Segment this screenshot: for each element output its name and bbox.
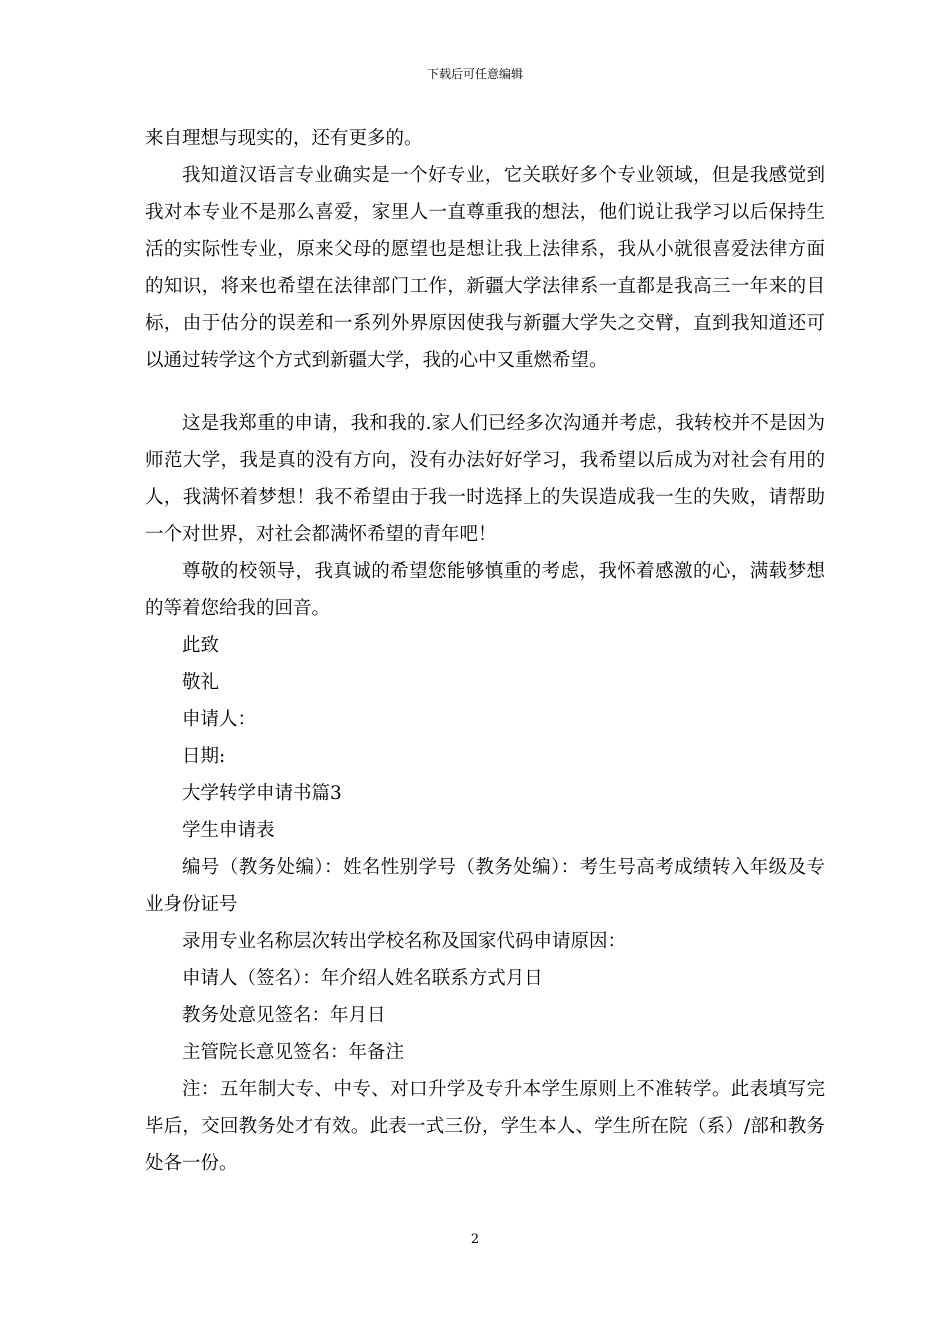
paragraph-continuation: 来自理想与现实的，还有更多的。 [145,128,423,149]
salutation-cizhi: 此致 [182,635,220,656]
form-title: 学生申请表 [182,820,275,841]
form-dean-line: 主管院长意见签名：年备注 [182,1042,405,1063]
form-note: 注：五年制大专、中专、对口升学及专升本学生原则上不准转学。此表填写完毕后，交回教务处才有效。此表一式三份，学生本人、学生所在院（系）/部和教务处各一份。 [145,1079,825,1174]
form-signature-line: 申请人（签名）：年介绍人姓名联系方式月日 [182,968,543,989]
section-heading: 大学转学申请书篇3 [182,783,342,804]
page-number: 2 [470,1232,480,1247]
paragraph-major-reason: 我知道汉语言专业确实是一个好专业，它关联好多个专业领域，但是我感觉到我对本专业不是那么喜爱，家里人一直尊重我的想法，他们说让我学习以后保持生活的实际性专业，原来父母的愿望也是想让我上法律系，我从小就很喜爱法律方面的知识，将来也希望在法律部门工作，新疆大学法律系一直都是我高三一年来的目标，由于估分的误差和一系列外界原因使我与新疆大学失之交臂，直到我知道还可以通过转学这个方式到新疆大学，我的心中又重燃希望。 [145,165,825,371]
form-academic-affairs-line: 教务处意见签名：年月日 [182,1005,386,1026]
paragraph-serious-request: 这是我郑重的申请，我和我的.家人们已经多次沟通并考虑，我转校并不是因为师范大学，我是真的没有方向，没有办法好好学习，我希望以后成为对社会有用的人，我满怀着梦想！我不希望由于我一时选择上的失误造成我一生的失败，请帮助一个对世界，对社会都满怀希望的青年吧！ [145,413,825,545]
paragraph-gap [145,379,825,405]
applicant-line: 申请人： [182,709,257,730]
document-body [145,120,825,1182]
salutation-jingli: 敬礼 [182,672,220,693]
paragraph-closing-appeal: 尊敬的校领导，我真诚的希望您能够慎重的考虑，我怀着感激的心，满载梦想的等着您给我的回音。 [145,561,825,619]
form-fields-line-1: 编号（教务处编）：姓名性别学号（教务处编）：考生号高考成绩转入年级及专业身份证号 [145,857,825,915]
date-line: 日期: [182,746,226,767]
form-fields-line-2: 录用专业名称层次转出学校名称及国家代码申请原因： [182,931,627,952]
page-header: 下载后可任意编辑 [426,67,523,81]
